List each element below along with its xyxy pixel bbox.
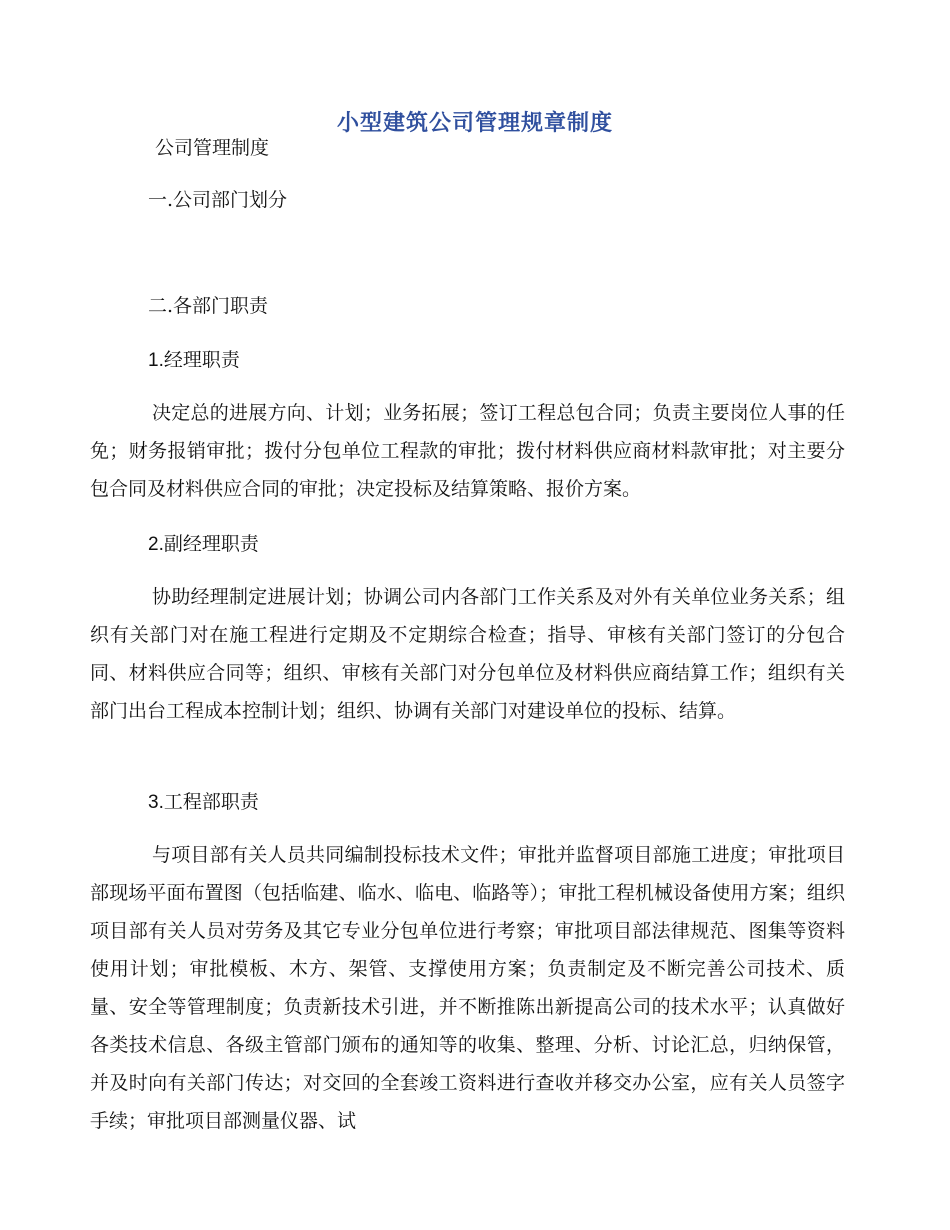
duty-body-manager: 决定总的进展方向、计划；业务拓展；签订工程总包合同；负责主要岗位人事的任免；财务报销审批；拨付分包单位工程款的审批；拨付材料供应商材料款审批；对主要分包合同及材料供应合同的审批；决定投标及结算策略、报价方案。 [90, 402, 845, 500]
duty-number: 1. [148, 350, 164, 371]
duty-heading-text: 副经理职责 [163, 533, 259, 555]
duty-heading-deputy-manager [148, 530, 259, 559]
duty-number: 3. [148, 792, 164, 813]
duty-number: 2. [148, 534, 164, 555]
duty-body-engineering: 与项目部有关人员共同编制投标技术文件；审批并监督项目部施工进度；审批项目部现场平面布置图（包括临建、临水、临电、临路等）；审批工程机械设备使用方案；组织项目部有关人员对劳务及其它专业分包单位进行考察；审批项目部法律规范、图集等资料使用计划；审批模板、木方、架管、支撑使用方案；负责制定及不断完善公司技术、质量、安全等管理制度；负责新技术引进，并不断推陈出新提高公司的技术水平；认真做好各类技术信息、各级主管部门颁布的通知等的收集、整理、分析、讨论汇总，归纳保管，并及时向有关部门传达；对交回的全套竣工资料进行查收并移交办公室，应有关人员签字手续；审批项目部测量仪器、试 [90, 844, 845, 1132]
document-title: 小型建筑公司管理规章制度 [336, 111, 613, 136]
duty-heading-engineering [148, 788, 259, 817]
duty-heading-manager [148, 346, 240, 375]
section-heading-departments: 一.公司部门划分 [148, 189, 288, 211]
duty-body-deputy-manager: 协助经理制定进展计划；协调公司内各部门工作关系及对外有关单位业务关系；组织有关部门对在施工程进行定期及不定期综合检查；指导、审核有关部门签订的分包合同、材料供应合同等；组织、审核有关部门对分包单位及材料供应商结算工作；组织有关部门出台工程成本控制计划；组织、协调有关部门对建设单位的投标、结算。 [90, 586, 845, 722]
duty-heading-text: 工程部职责 [163, 791, 259, 813]
section-heading-duties: 二.各部门职责 [148, 295, 269, 317]
duty-heading-text: 经理职责 [163, 349, 240, 371]
document-subtitle: 公司管理制度 [155, 137, 270, 159]
